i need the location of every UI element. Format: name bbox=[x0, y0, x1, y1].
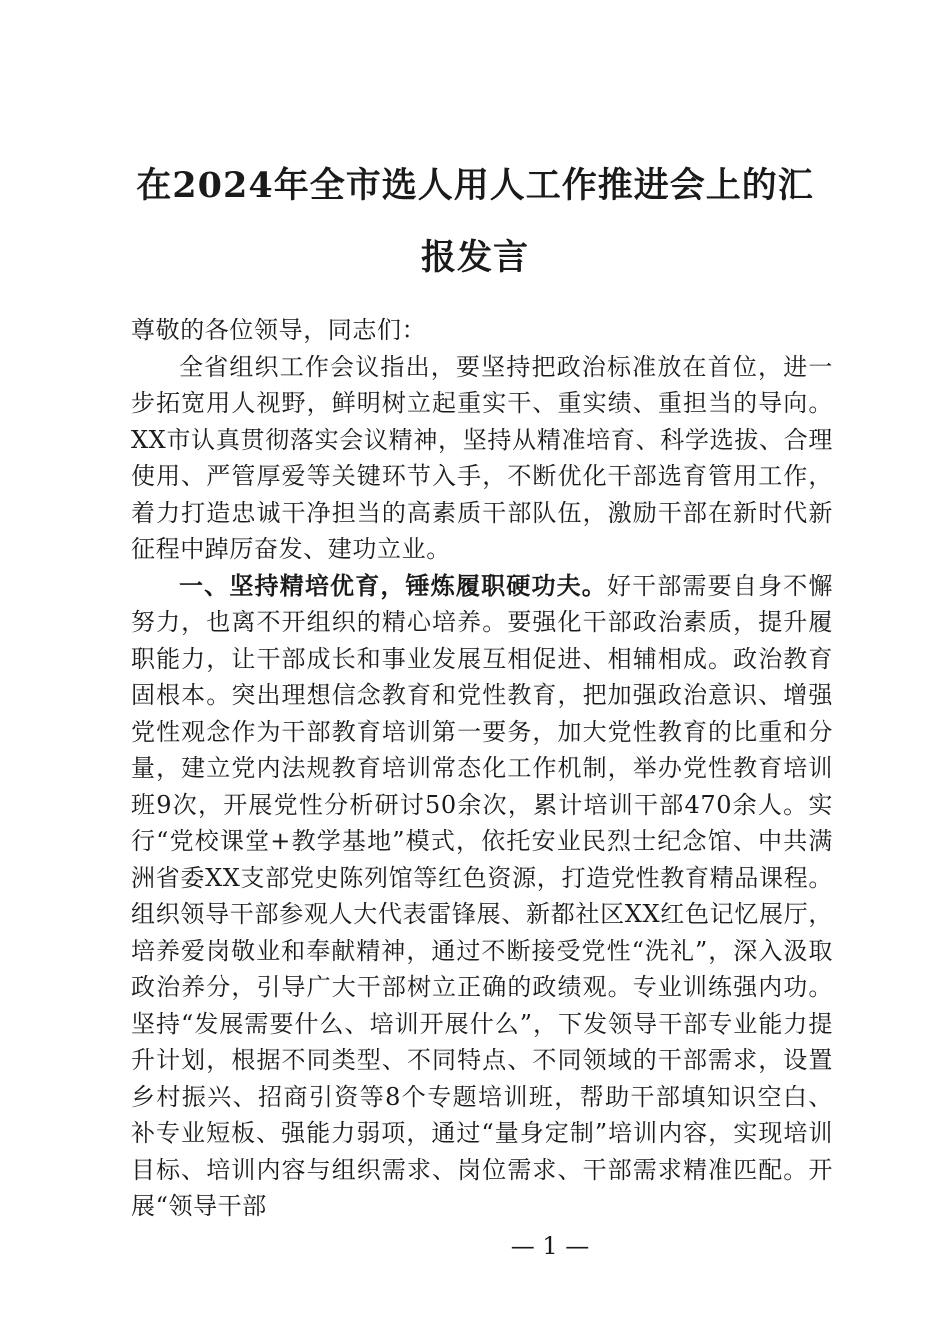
section-1-heading: 一、坚持精培优育，锤炼履职硬功夫。 bbox=[179, 570, 607, 600]
section-1-paragraph bbox=[131, 568, 833, 1225]
section-1-text: 好干部需要自身不懈努力，也离不开组织的精心培养。要强化干部政治素质，提升履职能力，让干部成长和事业发展互相促进、相辅相成。政治教育固根本。突出理想信念教育和党性教育，把加强政治意识、增强党性观念作为干部教育培训第一要务，加大党性教育的比重和分量，建立党内法规教育培训常态化工作机制，举办党性教育培训班9次，开展党性分析研讨50余次，累计培训干部470余人。实行“党校课堂+教学基地”模式，依托安业民烈士纪念馆、中共满洲省委XX支部党史陈列馆等红色资源，打造党性教育精品课程。组织领导干部参观人大代表雷锋展、新都社区XX红色记忆展厅，培养爱岗敬业和奉献精神，通过不断接受党性“洗礼”，深入汲取政治养分，引导广大干部树立正确的政绩观。专业训练强内功。坚持“发展需要什么、培训开展什么”，下发领导干部专业能力提升计划，根据不同类型、不同特点、不同领域的干部需求，设置乡村振兴、招商引资等8个专题培训班，帮助干部填知识空白、补专业短板、强能力弱项，通过“量身定制”培训内容，实现培训目标、培训内容与组织需求、岗位需求、干部需求精准匹配。开展“领导干部 bbox=[131, 571, 833, 1220]
document-title: 在2024年全市选人用人工作推进会上的汇报发言 bbox=[136, 165, 814, 278]
intro-paragraph: 全省组织工作会议指出，要坚持把政治标准放在首位，进一步拓宽用人视野，鲜明树立起重实干、重实绩、重担当的导向。XX市认真贯彻落实会议精神，坚持从精准培育、科学选拔、合理使用、严管厚爱等关键环节入手，不断优化干部选育管用工作，着力打造忠诚干净担当的高素质干部队伍，激励干部在新时代新征程中踔厉奋发、建功立业。 bbox=[131, 352, 833, 563]
page-number: — 1 — bbox=[510, 1232, 590, 1260]
document-body bbox=[131, 312, 833, 1225]
salutation: 尊敬的各位领导，同志们： bbox=[131, 316, 427, 344]
